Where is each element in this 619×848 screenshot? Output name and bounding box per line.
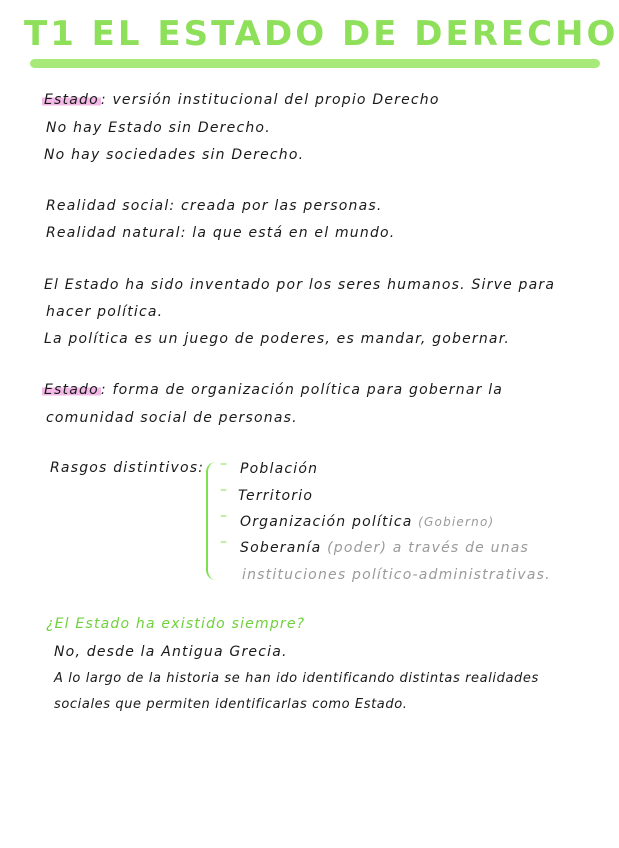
list-item-note: (poder) a través de unas — [327, 540, 530, 556]
note-line: hacer política. — [46, 304, 164, 320]
rasgos-label: Rasgos distintivos: — [50, 460, 205, 476]
definition-text: : forma de organización política para gobernar la — [100, 382, 504, 398]
answer-line: sociales que permiten identificarlas como Estado. — [54, 697, 408, 712]
highlighted-term: Estado — [44, 92, 99, 108]
answer-line: A lo largo de la historia se han ido identificando distintas realidades — [54, 671, 539, 686]
title-underline — [30, 59, 600, 68]
definition-line-1 — [42, 92, 440, 108]
question-heading: ¿El Estado ha existido siempre? — [46, 616, 306, 632]
list-item: Territorio — [238, 488, 314, 504]
note-line: No hay Estado sin Derecho. — [46, 120, 271, 136]
list-dash: – — [220, 508, 227, 524]
definition-text: : versión institucional del propio Derecho — [100, 92, 440, 108]
note-line: La política es un juego de poderes, es mandar, gobernar. — [44, 331, 511, 347]
list-item — [240, 540, 529, 556]
list-dash: – — [220, 482, 227, 498]
list-item-text: Soberanía — [240, 540, 322, 556]
list-item-note: (Gobierno) — [418, 515, 495, 529]
note-line: No hay sociedades sin Derecho. — [44, 147, 305, 163]
note-line: El Estado ha sido inventado por los seres humanos. Sirve para — [44, 277, 556, 293]
curly-brace — [206, 462, 218, 580]
list-dash: – — [220, 534, 227, 550]
list-item: Población — [240, 461, 319, 477]
note-line: Realidad natural: la que está en el mundo. — [46, 225, 396, 241]
list-item-note-continued: instituciones político-administrativas. — [242, 567, 551, 583]
page-title: T1 EL ESTADO DE DERECHO — [24, 14, 619, 54]
list-item-text: Organización política — [240, 514, 413, 530]
highlighted-term: Estado — [44, 382, 99, 398]
answer-line: No, desde la Antigua Grecia. — [54, 644, 288, 660]
list-dash: – — [220, 456, 227, 472]
definition-line-2 — [42, 382, 503, 398]
list-item — [240, 514, 494, 530]
note-line: comunidad social de personas. — [46, 410, 298, 426]
note-line: Realidad social: creada por las personas. — [46, 198, 383, 214]
